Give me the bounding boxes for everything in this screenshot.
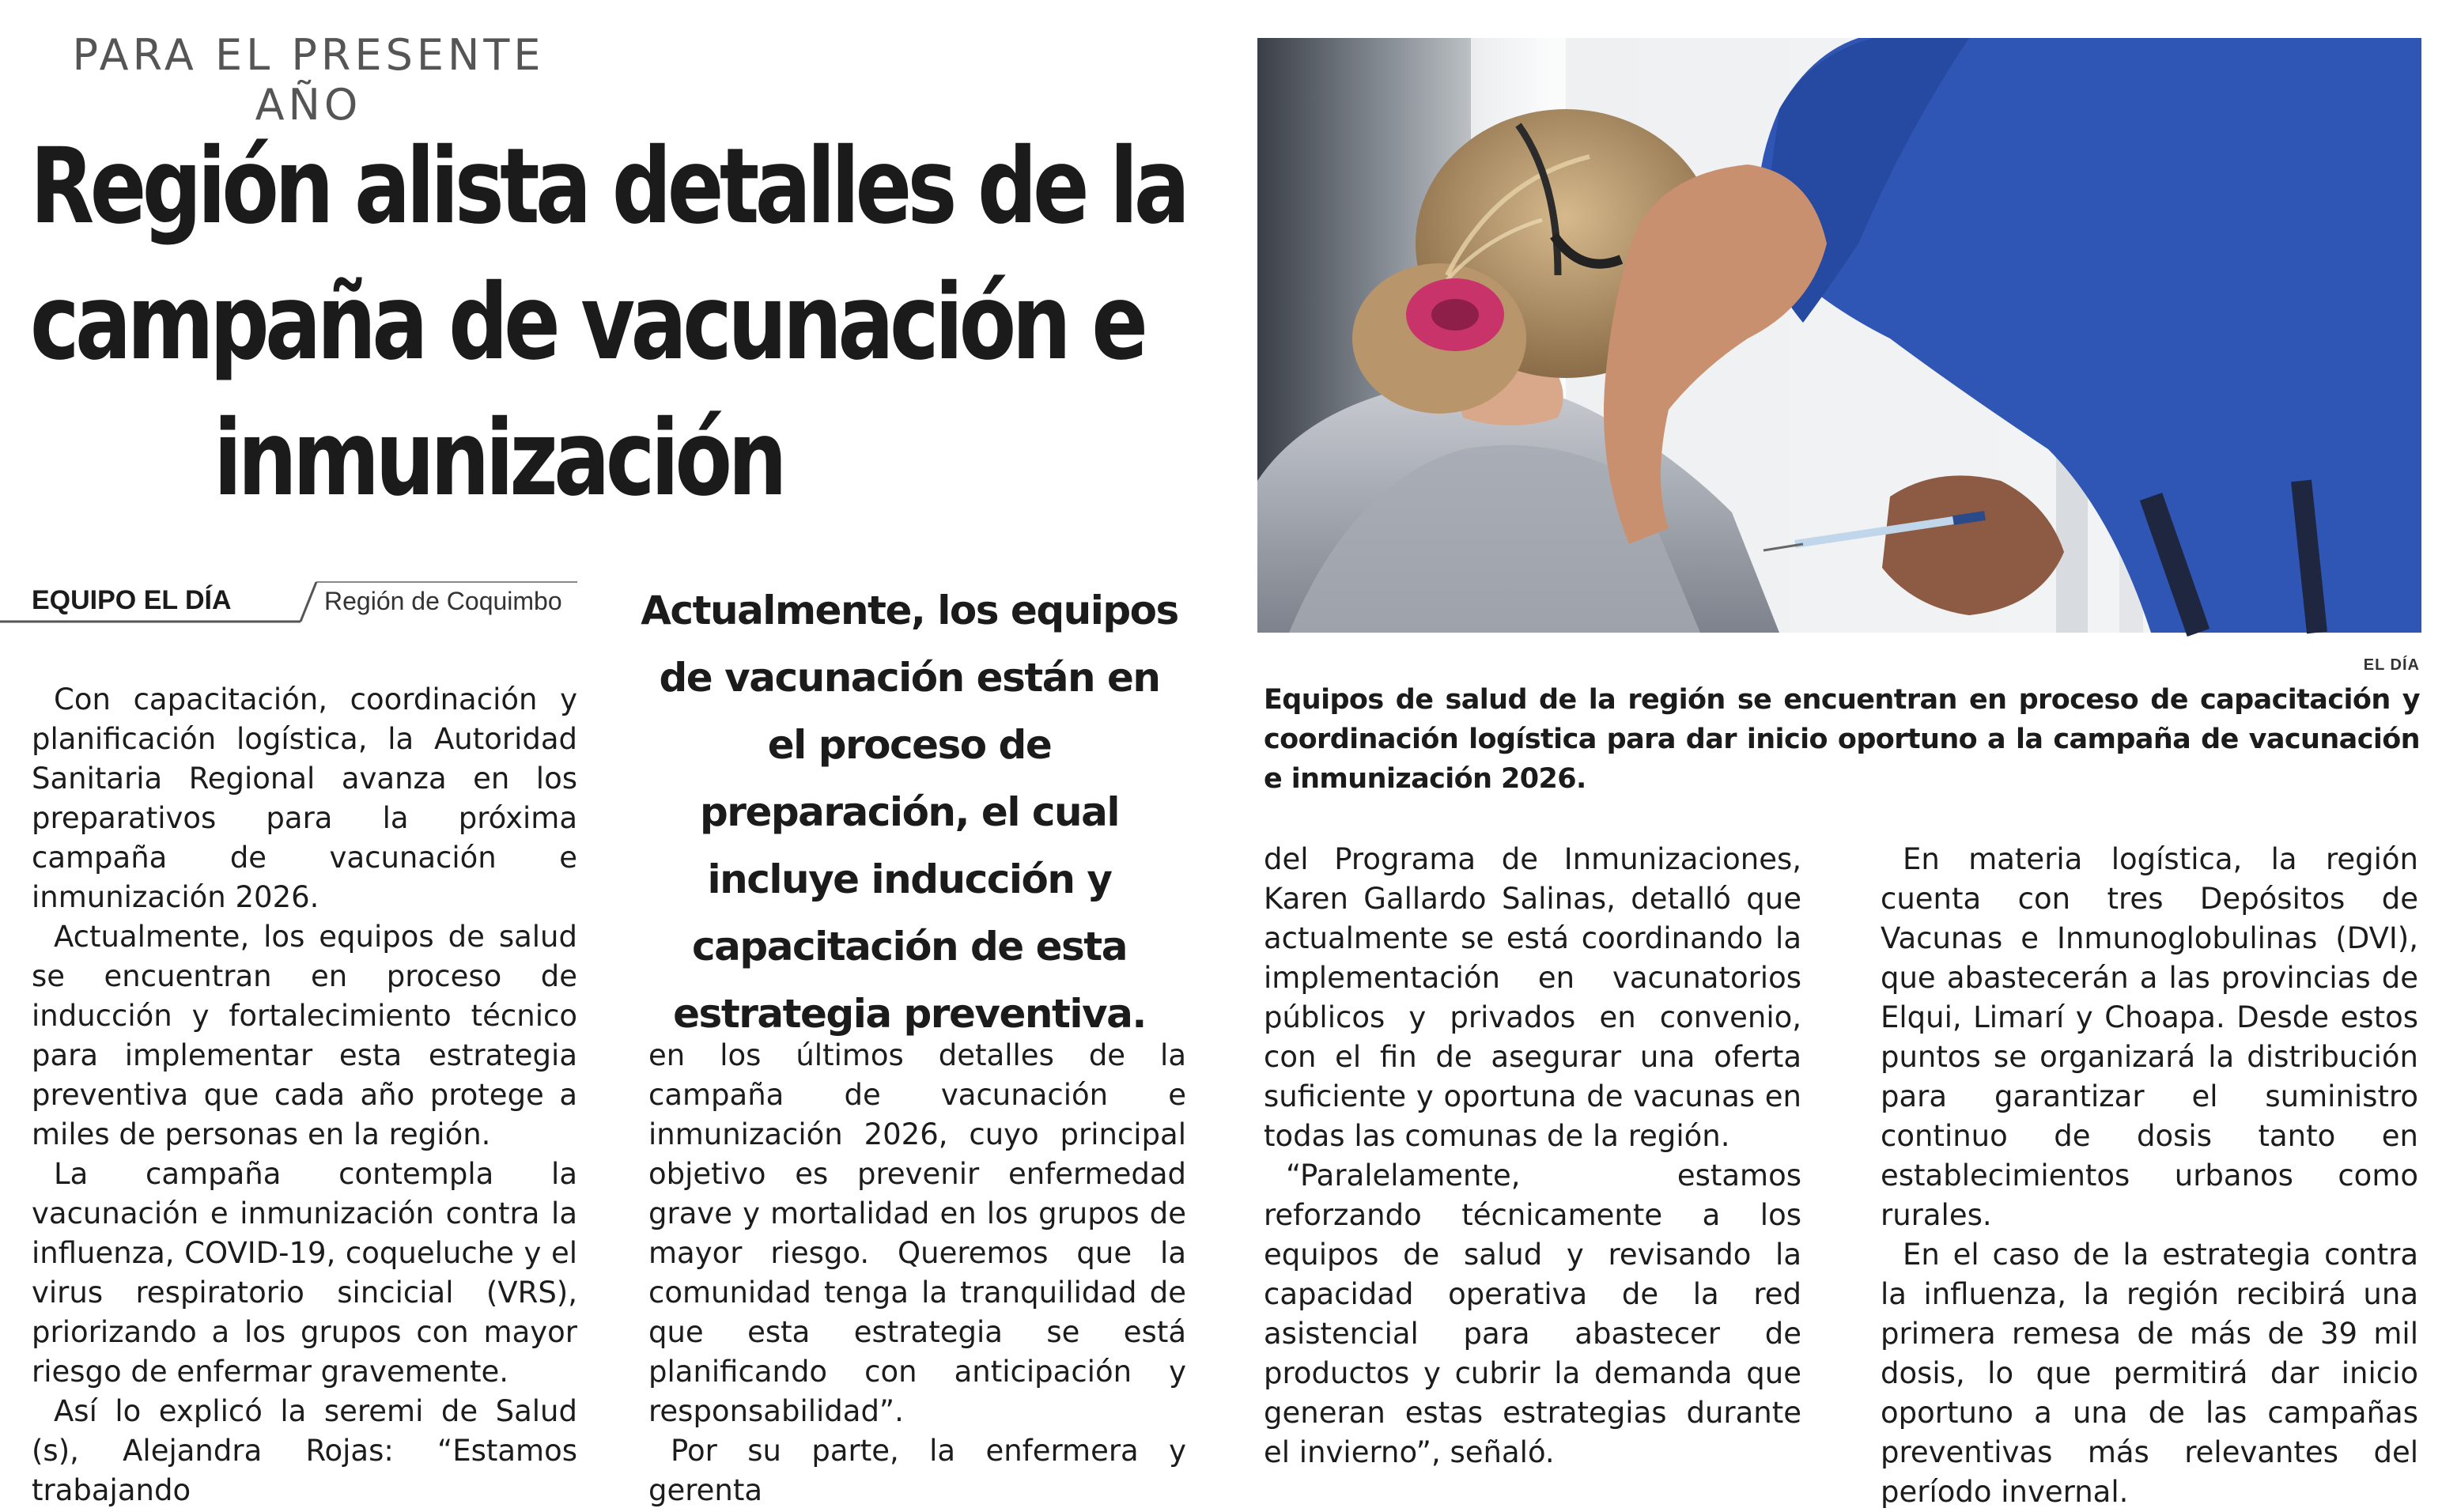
- body-column-3: [1264, 840, 1801, 1469]
- byline-location: Región de Coquimbo: [324, 587, 562, 615]
- paragraph: “Paralelamente, estamos reforzando técnicamente a los equipos de salud y revisando la capacidad operativa de la red asistencial para abastecer de productos y cubrir la demanda que generan estas estrategias durante el invierno”, señaló.: [1264, 1159, 1801, 1469]
- photo-caption: Equipos de salud de la región se encuentran en proceso de capacitación y coordinación logística para dar inicio oportuno a la campaña de vacunación e inmunización 2026.: [1264, 684, 2420, 795]
- body-column-1: [32, 680, 577, 1507]
- vaccination-photo-illustration: [1257, 38, 2421, 633]
- paragraph: en los últimos detalles de la campaña de vacunación e inmunización 2026, cuyo principal objetivo es prevenir enfermedad grave y mortalidad en los grupos de mayor riesgo. Queremos que la comunidad tenga la tranquilidad de que esta estrategia se está planificando con anticipación y responsabilidad”.: [648, 1038, 1186, 1428]
- headline-line-3: inmunización: [213, 398, 783, 520]
- paragraph: En el caso de la estrategia contra la influenza, la región recibirá una primera remesa de más de 39 mil dosis, lo que permitirá dar inicio oportuno a una de las campañas preventivas más relevantes del período invernal.: [1881, 1238, 2418, 1509]
- paragraph: Actualmente, los equipos de salud se encuentran en proceso de inducción y fortalecimiento técnico para implementar esta estrategia preventiva que cada año protege a miles de personas en la región.: [32, 920, 577, 1151]
- headline-line-1: Región alista detalles de la: [30, 126, 1186, 248]
- byline-author: EQUIPO EL DÍA: [32, 585, 232, 615]
- kicker: PARA EL PRESENTE AÑO: [72, 30, 545, 130]
- body-column-4: [1881, 840, 2418, 1509]
- headline-line-2: campaña de vacunación e: [30, 262, 1144, 384]
- article-photo: [1257, 38, 2421, 633]
- headline: [30, 119, 1186, 527]
- body-column-2: [648, 1036, 1186, 1507]
- paragraph: La campaña contempla la vacunación e inmunización contra la influenza, COVID-19, coqueluche y el virus respiratorio sincicial (VRS), priorizando a los grupos con mayor riesgo de enfermar gravemente.: [32, 1157, 577, 1389]
- pull-quote: Actualmente, los equipos de vacunación están en el proceso de preparación, el cual incluye inducción y capacitación de esta estrategia preventiva.: [641, 588, 1178, 1037]
- paragraph: Con capacitación, coordinación y planificación logística, la Autoridad Sanitaria Regional avanza en los preparativos para la próxima campaña de vacunación e inmunización 2026.: [32, 682, 577, 914]
- paragraph: Así lo explicó la seremi de Salud (s), Alejandra Rojas: “Estamos trabajando: [32, 1394, 577, 1507]
- paragraph: del Programa de Inmunizaciones, Karen Gallardo Salinas, detalló que actualmente se está coordinando la implementación en vacunatorios públicos y privados en convenio, con el fin de asegurar una oferta suficiente y oportuna de vacunas en todas las comunas de la región.: [1264, 842, 1801, 1153]
- paragraph: En materia logística, la región cuenta con tres Depósitos de Vacunas e Inmunoglobulinas (DVI), que abastecerán a las provincias de Elqui, Limarí y Choapa. Desde estos puntos se organizará la distribución para garantizar el suministro continuo de dosis tanto en establecimientos urbanos como rurales.: [1881, 842, 2418, 1232]
- photo-credit: EL DÍA: [2363, 656, 2420, 674]
- paragraph: Por su parte, la enfermera y gerenta: [648, 1434, 1186, 1507]
